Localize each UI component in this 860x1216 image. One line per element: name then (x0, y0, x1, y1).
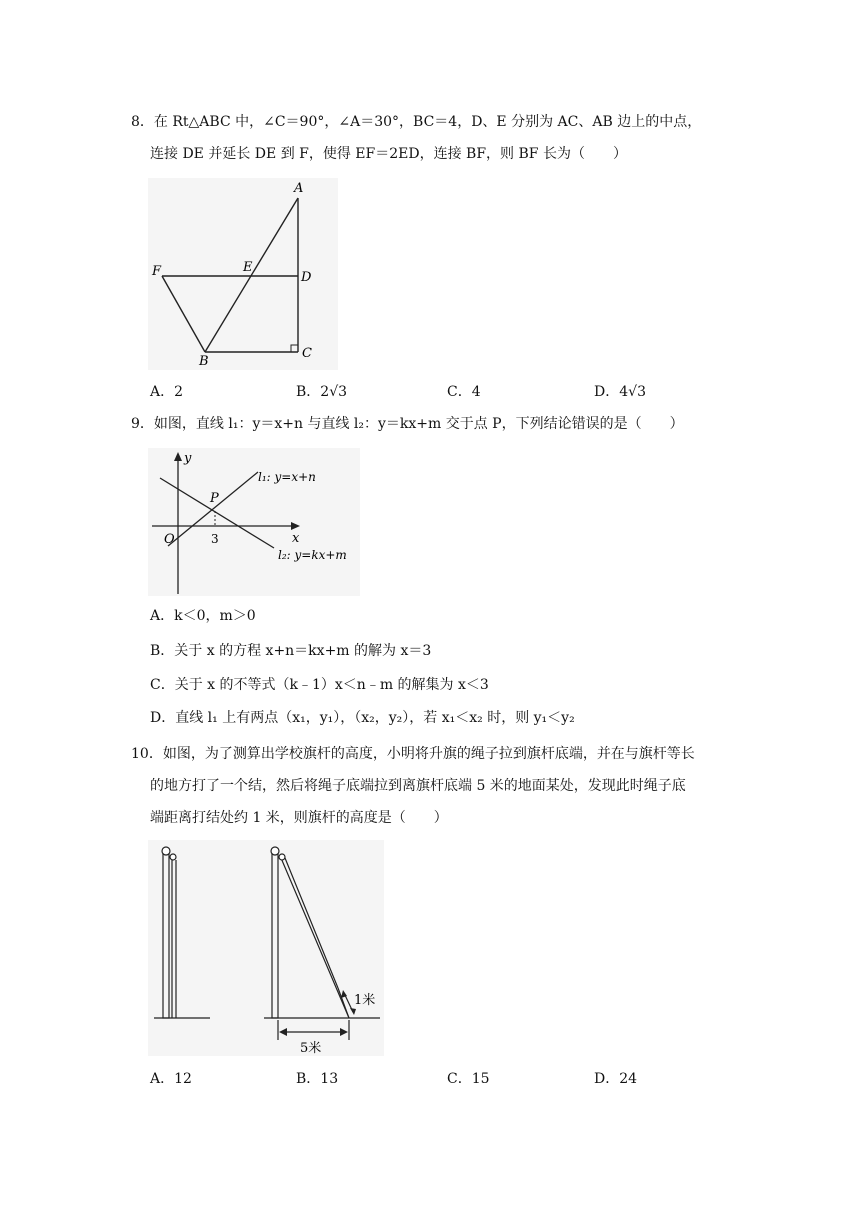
q8-label-C: C (302, 346, 312, 361)
q10-option-d: D．24 (594, 1071, 638, 1087)
q9-label-3: 3 (211, 532, 219, 546)
q10-pulley-right (271, 847, 279, 855)
q8-stem-line2: 连接 DE 并延长 DE 到 F，使得 EF＝2ED，连接 BF，则 BF 长为（ ） (150, 146, 627, 162)
q9-label-y: y (184, 451, 192, 466)
q10-option-a: A．12 (150, 1071, 192, 1087)
q8-figure (148, 178, 338, 370)
q9-figure (148, 448, 360, 596)
q10-option-b: B．13 (296, 1071, 339, 1087)
q9-option-a: A．k＜0，m＞0 (150, 608, 256, 624)
q10-option-c: C．15 (447, 1071, 490, 1087)
q8-option-d: D．4√3 (594, 384, 646, 400)
q10-stem-line2: 的地方打了一个结，然后将绳子底端拉到离旗杆底端 5 米的地面某处，发现此时绳子底 (150, 778, 686, 794)
q8-stem-line1: 8．在 Rt△ABC 中，∠C＝90°，∠A＝30°，BC＝4，D、E 分别为 AC、AB 边上的中点， (131, 114, 702, 130)
q9-label-O: O (164, 532, 175, 547)
q9-option-c: C．关于 x 的不等式（k﹣1）x＜n﹣m 的解集为 x＜3 (150, 677, 489, 693)
q9-stem-line1: 9．如图，直线 l₁：y＝x+n 与直线 l₂：y＝kx+m 交于点 P，下列结论错误的是（ ） (131, 416, 684, 432)
q8-label-B: B (199, 354, 209, 369)
q9-label-P: P (210, 491, 219, 506)
q10-stem-line1: 10．如图，为了测算出学校旗杆的高度，小明将升旗的绳子拉到旗杆底端，并在与旗杆等长 (131, 746, 695, 762)
q8-label-F: F (152, 264, 162, 279)
q10-pulley-right-2 (279, 854, 285, 860)
q9-label-l2: l₂: y=kx+m (278, 548, 347, 562)
q10-label-5m: 5米 (300, 1041, 322, 1056)
q9-label-l1: l₁: y=x+n (258, 470, 316, 484)
q10-pulley-left-2 (170, 854, 176, 860)
q8-option-a: A．2 (150, 384, 184, 400)
q10-stem-line3: 端距离打结处约 1 米，则旗杆的高度是（ ） (150, 810, 448, 826)
q10-label-1m: 1米 (354, 993, 376, 1008)
q8-label-A: A (294, 181, 304, 196)
q8-label-D: D (301, 270, 312, 285)
q9-option-b: B．关于 x 的方程 x+n＝kx+m 的解为 x＝3 (150, 643, 432, 659)
q8-option-c: C．4 (447, 384, 481, 400)
q10-pulley-left (162, 847, 170, 855)
q9-label-x: x (292, 531, 300, 546)
q8-option-b: B．2√3 (296, 384, 348, 400)
q8-label-E: E (243, 260, 253, 275)
q9-option-d: D．直线 l₁ 上有两点（x₁，y₁），（x₂，y₂），若 x₁＜x₂ 时，则 y₁＜y₂ (150, 710, 575, 726)
q10-figure (148, 840, 384, 1056)
